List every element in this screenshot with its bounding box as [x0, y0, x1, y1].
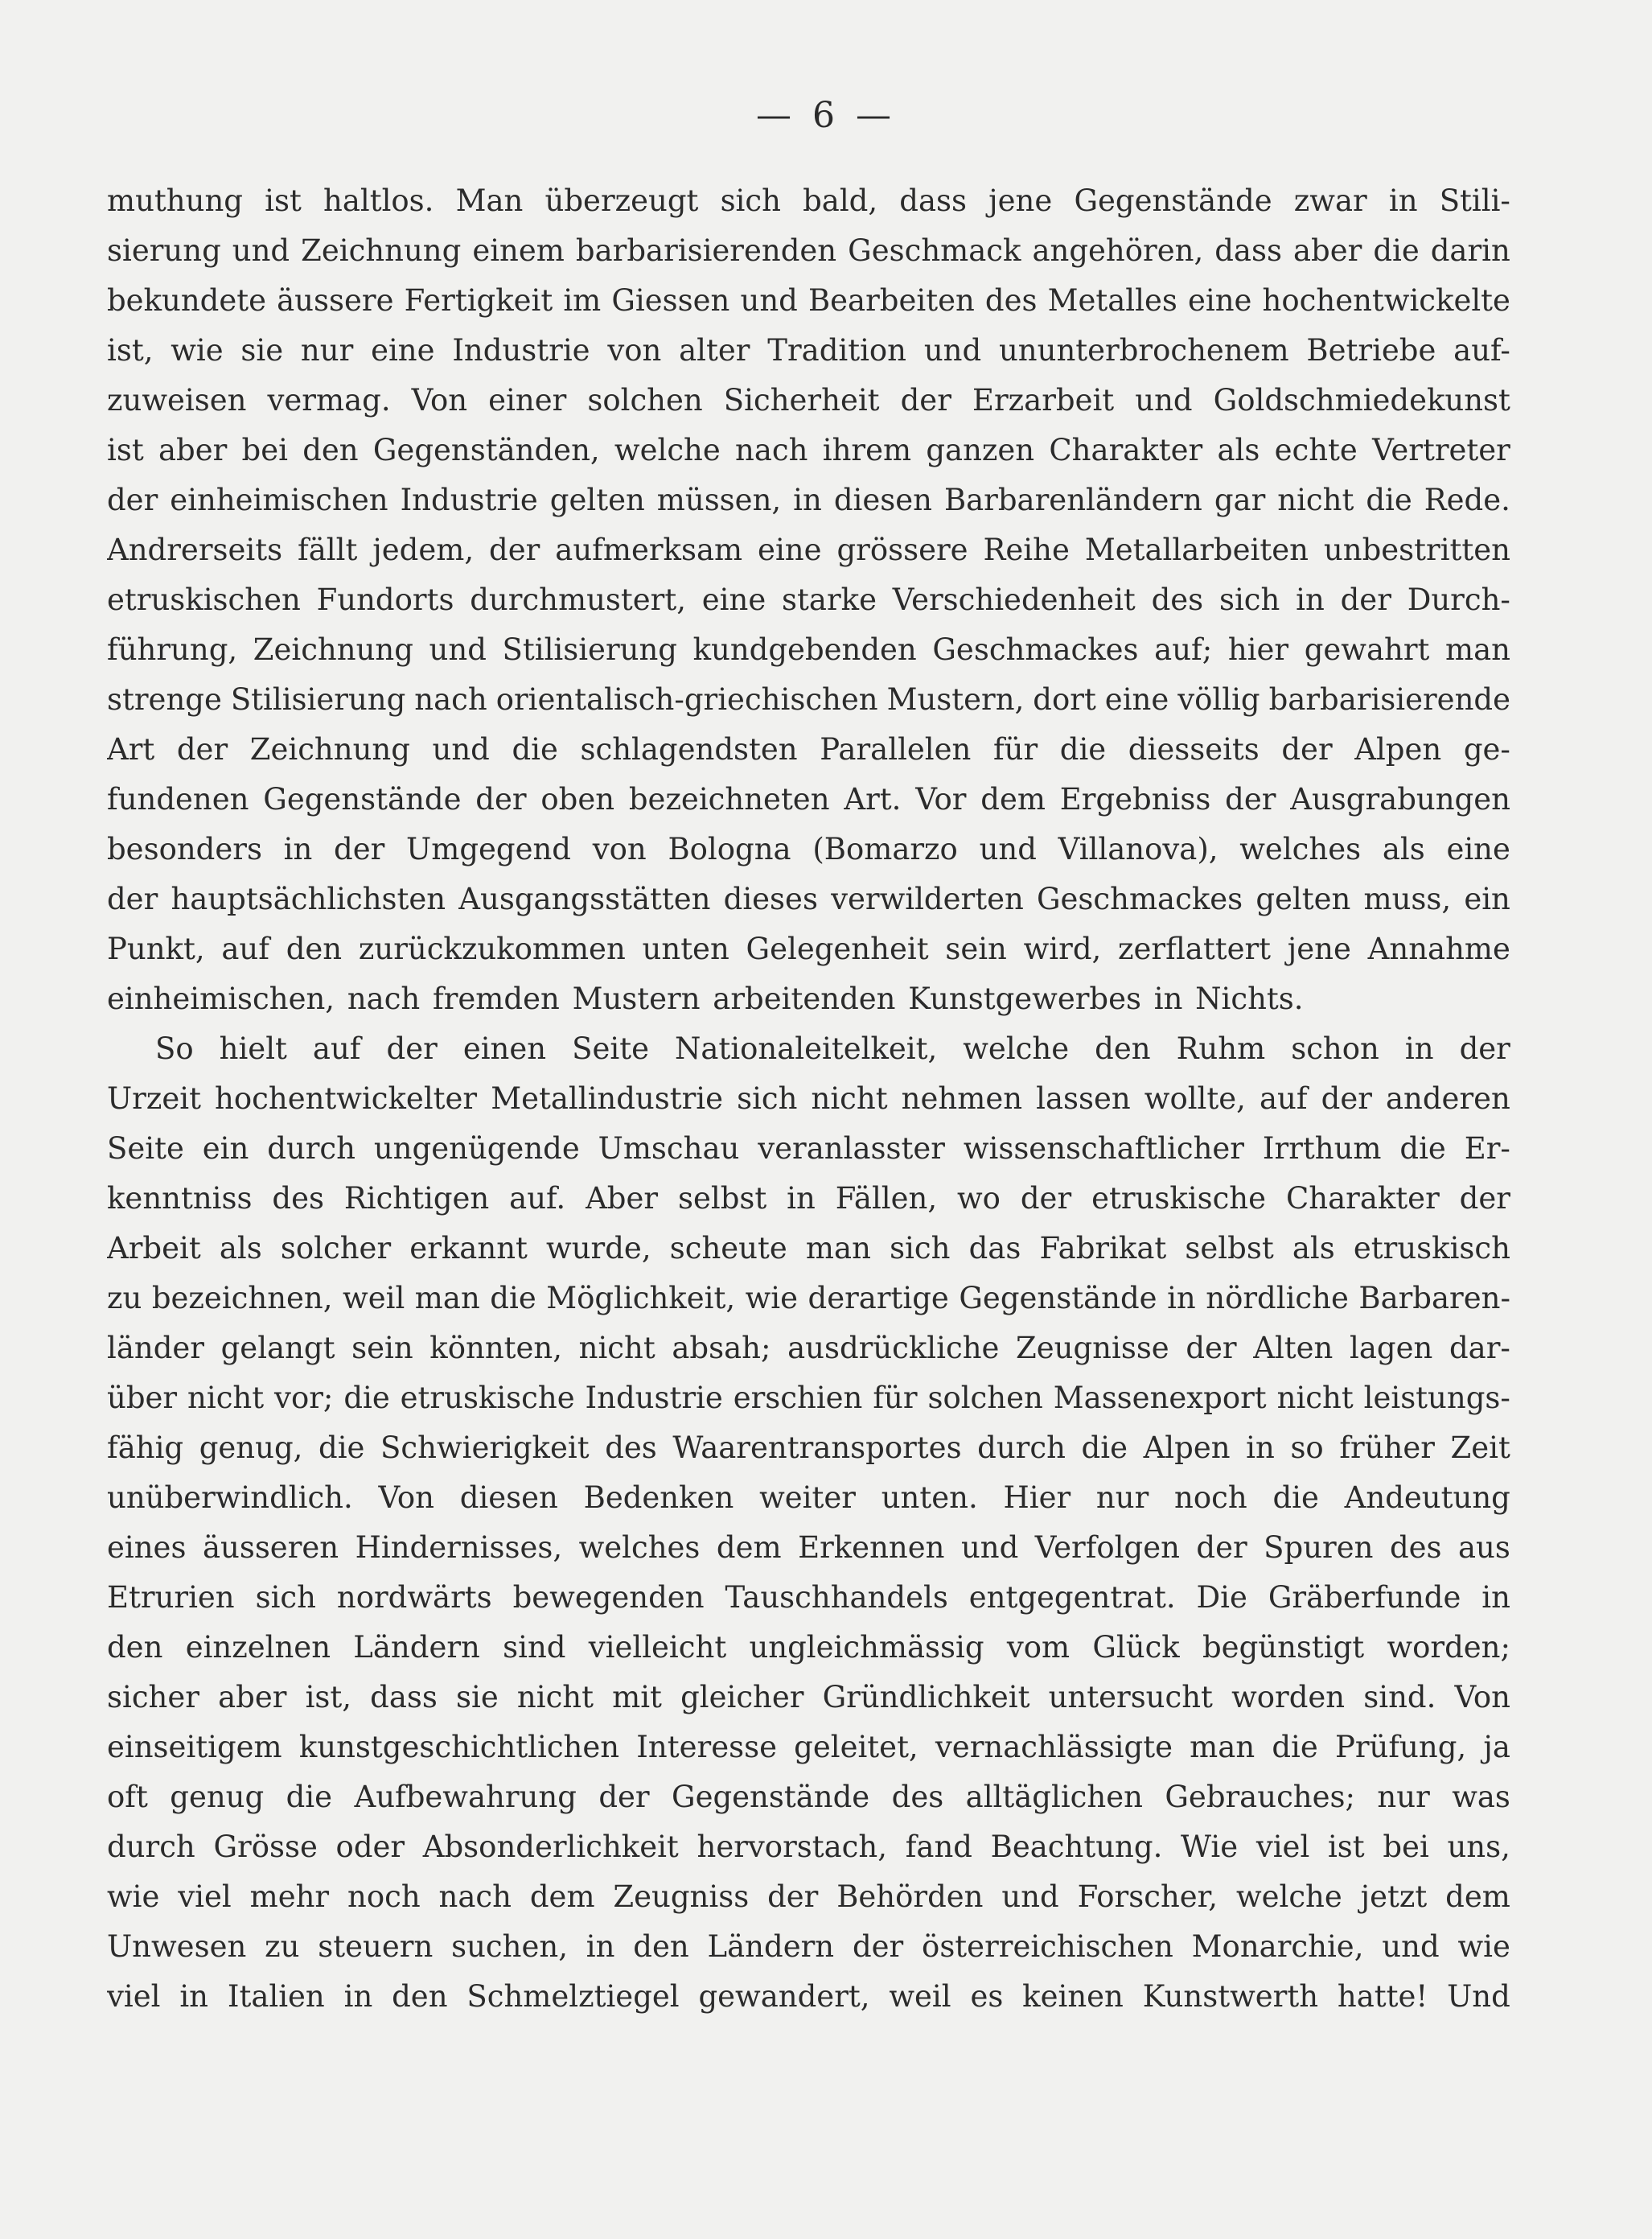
text-line: So hielt auf der einen Seite Nationaleitelkeit, welche den Ruhm schon in der — [155, 1031, 1510, 1066]
text-line: der hauptsächlichsten Ausgangsstätten dieses verwilderten Geschmackes gelten muss, ein — [107, 881, 1510, 916]
text-line: zuweisen vermag. Von einer solchen Sicherheit der Erzarbeit und Goldschmiedekunst — [107, 382, 1510, 418]
text-line: durch Grösse oder Absonderlichkeit hervorstach, fand Beachtung. Wie viel ist bei uns, — [107, 1829, 1510, 1864]
text-line: bekundete äussere Fertigkeit im Giessen und Bearbeiten des Metalles eine hochentwickelte — [107, 282, 1510, 318]
text-line: Punkt, auf den zurückzukommen unten Gelegenheit sein wird, zerflattert jene Annahme — [107, 931, 1510, 966]
text-line: Urzeit hochentwickelter Metallindustrie sich nicht nehmen lassen wollte, auf der anderen — [107, 1080, 1510, 1116]
text-line: ist aber bei den Gegenständen, welche nach ihrem ganzen Charakter als echte Vertreter — [107, 432, 1510, 467]
body-text — [107, 175, 1510, 2021]
text-line: viel in Italien in den Schmelztiegel gewandert, weil es keinen Kunstwerth hatte! Und — [107, 1978, 1510, 2014]
text-line: oft genug die Aufbewahrung der Gegenstände des alltäglichen Gebrauches; nur was — [107, 1779, 1510, 1814]
text-line: der einheimischen Industrie gelten müssen, in diesen Barbarenländern gar nicht die Rede. — [107, 482, 1510, 517]
text-line: eines äusseren Hindernisses, welches dem Erkennen und Verfolgen der Spuren des aus — [107, 1529, 1510, 1565]
text-line: sierung und Zeichnung einem barbarisierenden Geschmack angehören, dass aber die darin — [107, 233, 1510, 268]
text-line: wie viel mehr noch nach dem Zeugniss der Behörden und Forscher, welche jetzt dem — [107, 1879, 1510, 1914]
text-line: kenntniss des Richtigen auf. Aber selbst in Fällen, wo der etruskische Charakter der — [107, 1180, 1510, 1216]
text-line: Arbeit als solcher erkannt wurde, scheute man sich das Fabrikat selbst als etruskisch — [107, 1230, 1510, 1266]
text-line: führung, Zeichnung und Stilisierung kundgebenden Geschmackes auf; hier gewahrt man — [107, 632, 1510, 667]
text-line: ist, wie sie nur eine Industrie von alter Tradition und ununterbrochenem Betriebe auf- — [107, 332, 1510, 368]
text-line: Unwesen zu steuern suchen, in den Ländern der österreichischen Monarchie, und wie — [107, 1928, 1510, 1964]
text-line: fundenen Gegenstände der oben bezeichneten Art. Vor dem Ergebniss der Ausgrabungen — [107, 781, 1510, 817]
text-line: muthung ist haltlos. Man überzeugt sich bald, dass jene Gegenstände zwar in Stili- — [107, 183, 1510, 218]
text-line: zu bezeichnen, weil man die Möglichkeit, wie derartige Gegenstände in nördliche Barbaren- — [107, 1280, 1510, 1315]
text-line: sicher aber ist, dass sie nicht mit gleicher Gründlichkeit untersucht worden sind. Von — [107, 1679, 1510, 1714]
text-line: den einzelnen Ländern sind vielleicht ungleichmässig vom Glück begünstigt worden; — [107, 1629, 1510, 1665]
text-line: einseitigem kunstgeschichtlichen Interesse geleitet, vernachlässigte man die Prüfung, ja — [107, 1729, 1510, 1764]
text-line: einheimischen, nach fremden Mustern arbeitenden Kunstgewerbes in Nichts. — [107, 981, 1304, 1016]
text-line: etruskischen Fundorts durchmustert, eine starke Verschiedenheit des sich in der Durch- — [107, 582, 1510, 617]
text-line: Andrerseits fällt jedem, der aufmerksam eine grössere Reihe Metallarbeiten unbestritten — [107, 532, 1510, 567]
text-line: besonders in der Umgegend von Bologna (Bomarzo und Villanova), welches als eine — [107, 831, 1510, 866]
text-line: unüberwindlich. Von diesen Bedenken weiter unten. Hier nur noch die Andeutung — [107, 1480, 1510, 1515]
text-line: Etrurien sich nordwärts bewegenden Tauschhandels entgegentrat. Die Gräberfunde in — [107, 1579, 1510, 1615]
page-number: — 6 — — [756, 95, 896, 136]
text-line: fähig genug, die Schwierigkeit des Waarentransportes durch die Alpen in so früher Zeit — [107, 1430, 1510, 1465]
text-line: über nicht vor; die etruskische Industrie erschien für solchen Massenexport nicht leistungs- — [107, 1380, 1510, 1415]
text-line: Art der Zeichnung und die schlagendsten Parallelen für die diesseits der Alpen ge- — [107, 731, 1510, 767]
text-line: länder gelangt sein könnten, nicht absah; ausdrückliche Zeugnisse der Alten lagen dar- — [107, 1330, 1510, 1365]
text-line: Seite ein durch ungenügende Umschau veranlasster wissenschaftlicher Irrthum die Er- — [107, 1130, 1510, 1166]
text-line: strenge Stilisierung nach orientalisch-griechischen Mustern, dort eine völlig barbarisierende — [107, 681, 1510, 717]
